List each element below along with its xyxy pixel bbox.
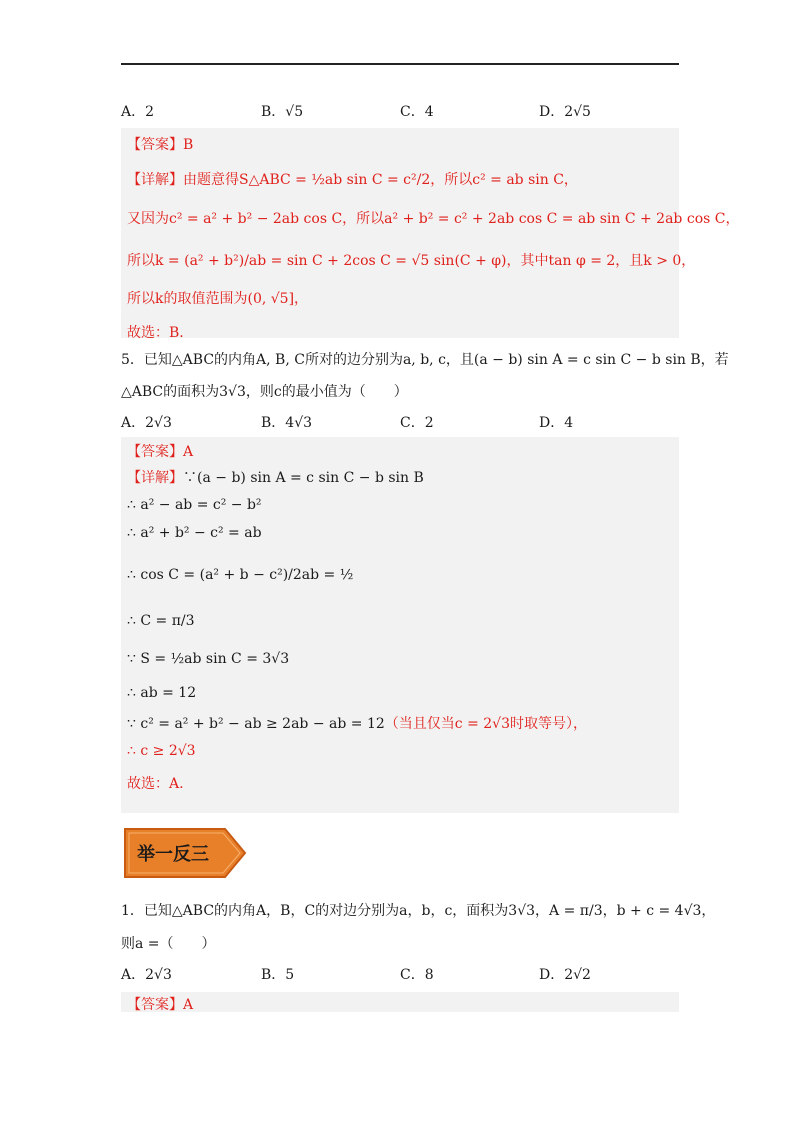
option-d: D．2√5 — [539, 104, 591, 120]
answer-label: 【答案】A — [127, 997, 194, 1013]
option-c: C．4 — [400, 104, 434, 120]
option-b: B．√5 — [261, 104, 304, 120]
solution-line: ∵ S = ½ab sin C = 3√3 — [127, 651, 290, 667]
detail-label: 【详解】 — [127, 470, 183, 486]
q5-solution-box — [121, 437, 679, 813]
option-d: D．2√2 — [539, 967, 591, 983]
option-b: B．5 — [261, 967, 295, 983]
q5-stem-line1: 5．已知△ABC的内角A, B, C所对的边分别为a, b, c，且(a − b) sin A = c sin C − b sin B，若 — [121, 352, 729, 368]
solution-line: ∴ c ≥ 2√3 — [127, 743, 196, 759]
equality-note: （当且仅当c = 2√3时取等号）， — [384, 716, 587, 732]
option-b: B．4√3 — [261, 415, 313, 431]
top-rule — [121, 63, 679, 65]
banner-label: 举一反三 — [137, 844, 209, 865]
p1-stem-line2: 则a =（ ） — [121, 936, 216, 952]
p1-stem-line1: 1．已知△ABC的内角A，B，C的对边分别为a，b，c，面积为3√3，A = π/3，b + c = 4√3， — [121, 903, 716, 919]
q4-options — [121, 101, 681, 123]
answer-label: 【答案】A — [127, 444, 194, 460]
solution-line: 所以k的取值范围为(0, √5]， — [127, 291, 309, 307]
option-c: C．8 — [400, 967, 434, 983]
q4-solution-box — [121, 128, 740, 341]
solution-text: ∵ c² = a² + b² − ab ≥ 2ab − ab = 12 — [127, 716, 385, 732]
solution-line: ∴ a² + b² − c² = ab — [127, 525, 262, 541]
solution-line: ∴ cos C = (a² + b − c²)/2ab = ½ — [127, 567, 354, 583]
solution-line — [127, 713, 587, 733]
section-banner — [123, 827, 247, 879]
p1-options — [121, 964, 681, 986]
answer-label: 【答案】B — [127, 137, 194, 153]
solution-line: ∴ a² − ab = c² − b² — [127, 497, 262, 513]
option-a: A．2 — [121, 104, 155, 120]
solution-text: ∵(a − b) sin A = c sin C − b sin B — [183, 470, 424, 486]
solution-line: ∴ C = π/3 — [127, 613, 195, 629]
q5-options — [121, 412, 681, 434]
option-a: A．2√3 — [121, 415, 172, 431]
solution-line: ∴ ab = 12 — [127, 685, 197, 701]
solution-line: 所以k = (a² + b²)/ab = sin C + 2cos C = √5 sin(C + φ)，其中tan φ = 2，且k > 0， — [127, 253, 696, 269]
option-c: C．2 — [400, 415, 434, 431]
solution-conclusion: 故选：B. — [127, 325, 184, 341]
option-d: D．4 — [539, 415, 574, 431]
solution-line: 【详解】由题意得S△ABC = ½ab sin C = c²/2，所以c² = ab sin C， — [127, 172, 578, 188]
solution-conclusion: 故选：A. — [127, 776, 184, 792]
solution-line: 又因为c² = a² + b² − 2ab cos C，所以a² + b² = c² + 2ab cos C = ab sin C + 2ab cos C， — [127, 211, 740, 227]
p1-solution-box — [121, 992, 679, 1012]
q5-stem-line2: △ABC的面积为3√3，则c的最小值为（ ） — [121, 384, 408, 400]
option-a: A．2√3 — [121, 967, 172, 983]
solution-line — [127, 467, 424, 487]
